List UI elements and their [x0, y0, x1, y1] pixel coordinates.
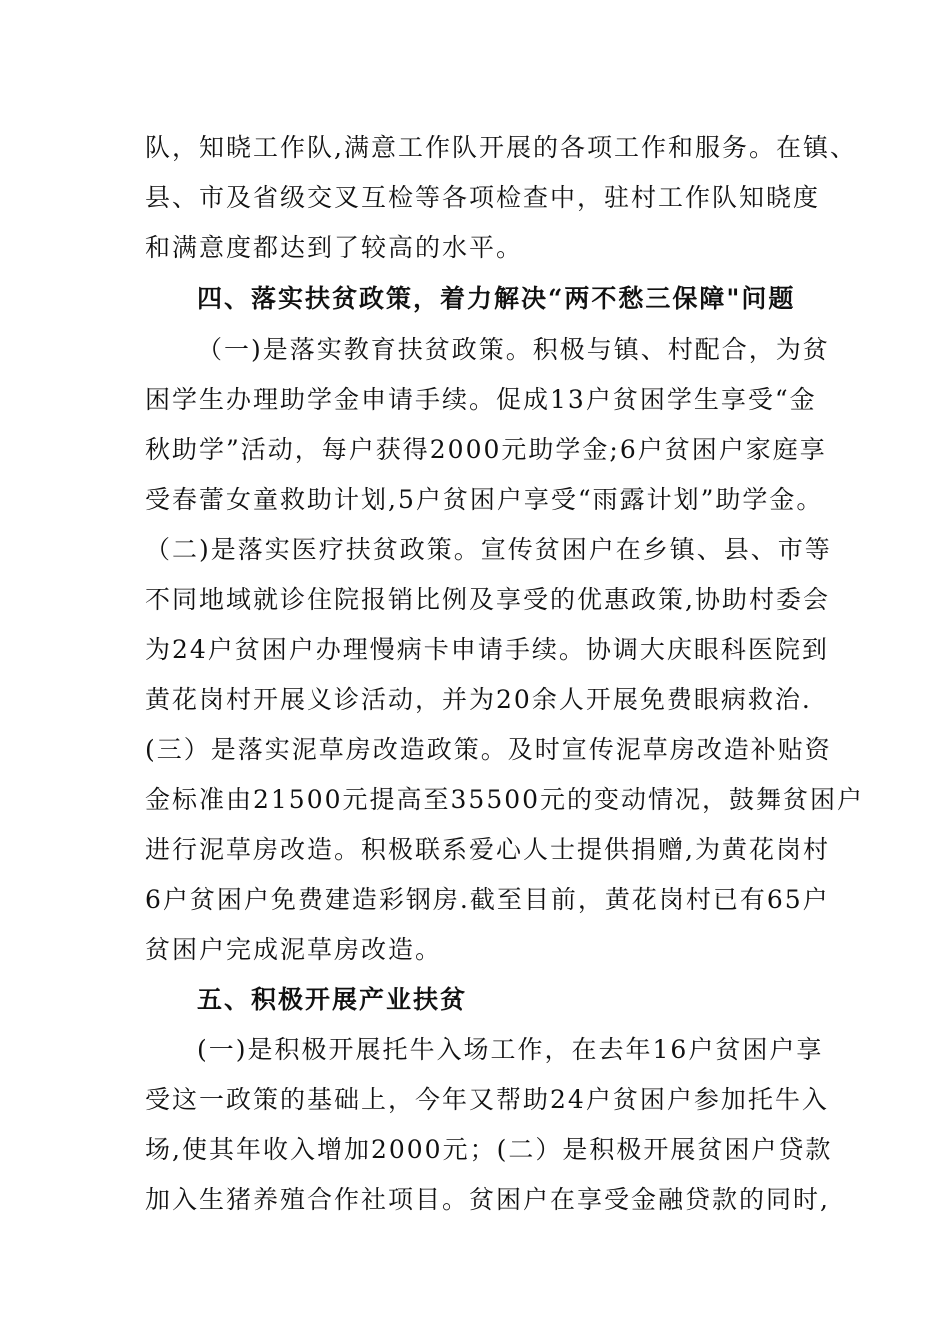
- body-text-line: 金标准由21500元提高至35500元的变动情况，鼓舞贫困户: [145, 785, 865, 814]
- body-text-line: 黄花岗村开展义诊活动，并为20余人开展免费眼病救治.: [145, 685, 812, 714]
- body-text-line: 困学生办理助学金申请手续。促成13户贫困学生享受“金: [145, 385, 817, 414]
- body-text-line: 6户贫困户免费建造彩钢房.截至目前，黄花岗村已有65户: [145, 885, 830, 914]
- body-text-line: 县、市及省级交叉互检等各项检查中，驻村工作队知晓度: [145, 183, 821, 212]
- body-text-line: （二)是落实医疗扶贫政策。宣传贫困户在乡镇、县、市等: [145, 535, 832, 564]
- section-heading-5: 五、积极开展产业扶贫: [197, 985, 468, 1014]
- body-text-line: 和满意度都达到了较高的水平。: [145, 233, 524, 262]
- body-text-line: 贫困户完成泥草房改造。: [145, 935, 443, 964]
- body-text-line: (三）是落实泥草房改造政策。及时宣传泥草房改造补贴资: [145, 735, 832, 764]
- body-text-line: 为24户贫困户办理慢病卡申请手续。协调大庆眼科医院到: [145, 635, 829, 664]
- body-text-line: （一)是落实教育扶贫政策。积极与镇、村配合，为贫: [197, 335, 830, 364]
- body-text-line: 不同地域就诊住院报销比例及享受的优惠政策,协助村委会: [145, 585, 830, 614]
- body-text-line: 进行泥草房改造。积极联系爱心人士提供捐赠,为黄花岗村: [145, 835, 830, 864]
- body-text-line: 秋助学”活动，每户获得2000元助学金;6户贫困户家庭享: [145, 435, 827, 464]
- body-text-line: 场,使其年收入增加2000元；(二）是积极开展贫困户贷款: [145, 1135, 833, 1164]
- body-text-line: (一)是积极开展托牛入场工作，在去年16户贫困户享: [197, 1035, 824, 1064]
- body-text-line: 队，知晓工作队,满意工作队开展的各项工作和服务。在镇、: [145, 133, 857, 162]
- body-text-line: 受春蕾女童救助计划,5户贫困户享受“雨露计划”助学金。: [145, 485, 824, 514]
- body-text-line: 加入生猪养殖合作社项目。贫困户在享受金融贷款的同时,: [145, 1185, 830, 1214]
- section-heading-4: 四、落实扶贫政策，着力解决“两不愁三保障"问题: [197, 284, 796, 313]
- body-text-line: 受这一政策的基础上，今年又帮助24户贫困户参加托牛入: [145, 1085, 829, 1114]
